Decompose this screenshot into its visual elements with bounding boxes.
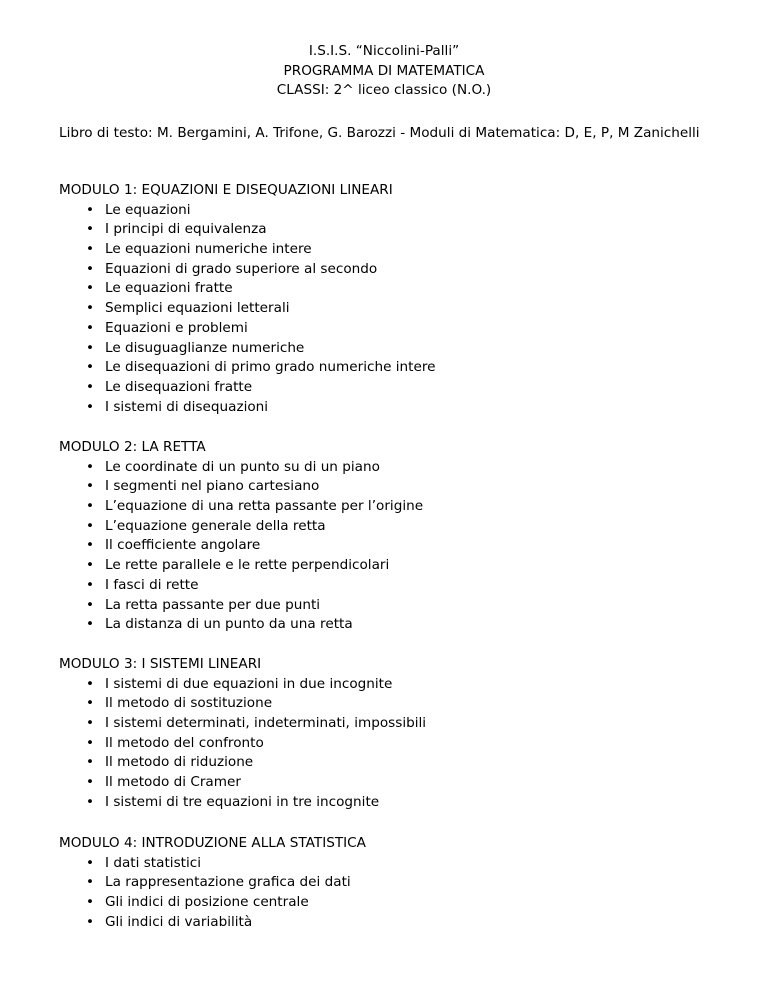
module-1 bbox=[59, 181, 719, 417]
bullet-icon: • bbox=[86, 774, 95, 791]
bullet-icon: • bbox=[86, 695, 95, 712]
bullet-icon: • bbox=[86, 537, 95, 554]
bullet-icon: • bbox=[86, 557, 95, 574]
list-item: • Semplici equazioni letterali bbox=[59, 299, 719, 319]
bullet-icon: • bbox=[86, 241, 95, 258]
bullet-icon: • bbox=[86, 300, 95, 317]
school-name: I.S.I.S. “Niccolini-Palli” bbox=[308, 43, 460, 59]
list-item: • Le disuguaglianze numeriche bbox=[59, 339, 719, 359]
bullet-icon: • bbox=[86, 715, 95, 732]
list-item: • I sistemi di disequazioni bbox=[59, 398, 719, 418]
module-2 bbox=[59, 438, 719, 635]
list-item: • Il coefficiente angolare bbox=[59, 536, 719, 556]
list-item: • Le coordinate di un punto su di un piano bbox=[59, 458, 719, 478]
module-4 bbox=[59, 834, 719, 932]
list-item: • Le disequazioni fratte bbox=[59, 378, 719, 398]
list-item: • Le equazioni fratte bbox=[59, 279, 719, 299]
bullet-icon: • bbox=[86, 616, 95, 633]
list-item: • Equazioni e problemi bbox=[59, 319, 719, 339]
bullet-icon: • bbox=[86, 221, 95, 238]
list-item: • I dati statistici bbox=[59, 854, 719, 874]
list-item: • I segmenti nel piano cartesiano bbox=[59, 477, 719, 497]
bullet-icon: • bbox=[86, 339, 95, 356]
list-item: • I principi di equivalenza bbox=[59, 220, 719, 240]
bullet-icon: • bbox=[86, 874, 95, 891]
list-item: • I fasci di rette bbox=[59, 576, 719, 596]
list-item: • Il metodo di sostituzione bbox=[59, 694, 719, 714]
bullet-icon: • bbox=[86, 478, 95, 495]
bullet-icon: • bbox=[86, 675, 95, 692]
textbook-reference: Libro di testo: M. Bergamini, A. Trifone, G. Barozzi - Moduli di Matematica: D, E, P, M Zanichelli bbox=[59, 125, 700, 141]
bullet-icon: • bbox=[86, 754, 95, 771]
list-item: • Le equazioni numeriche intere bbox=[59, 240, 719, 260]
list-item: • Il metodo del confronto bbox=[59, 734, 719, 754]
list-item: • L’equazione di una retta passante per l’origine bbox=[59, 497, 719, 517]
bullet-icon: • bbox=[86, 498, 95, 515]
module-3 bbox=[59, 655, 719, 813]
bullet-icon: • bbox=[86, 596, 95, 613]
module-title: MODULO 3: I SISTEMI LINEARI bbox=[59, 656, 262, 672]
module-title: MODULO 4: INTRODUZIONE ALLA STATISTICA bbox=[59, 835, 366, 851]
list-item: • I sistemi di tre equazioni in tre incognite bbox=[59, 793, 719, 813]
bullet-icon: • bbox=[86, 398, 95, 415]
bullet-icon: • bbox=[86, 894, 95, 911]
list-item: • La rappresentazione grafica dei dati bbox=[59, 873, 719, 893]
bullet-icon: • bbox=[86, 793, 95, 810]
module-topic-list bbox=[59, 675, 719, 813]
list-item: • Le rette parallele e le rette perpendicolari bbox=[59, 556, 719, 576]
classes-line: CLASSI: 2^ liceo classico (N.O.) bbox=[276, 82, 492, 99]
list-item: • Equazioni di grado superiore al secondo bbox=[59, 260, 719, 280]
bullet-icon: • bbox=[86, 517, 95, 534]
bullet-icon: • bbox=[86, 576, 95, 593]
bullet-icon: • bbox=[86, 260, 95, 277]
list-item: • Il metodo di Cramer bbox=[59, 773, 719, 793]
list-item: • Le equazioni bbox=[59, 201, 719, 221]
bullet-icon: • bbox=[86, 319, 95, 336]
module-topic-list bbox=[59, 458, 719, 635]
module-title: MODULO 1: EQUAZIONI E DISEQUAZIONI LINEARI bbox=[59, 182, 393, 198]
module-topic-list bbox=[59, 854, 719, 933]
bullet-icon: • bbox=[86, 734, 95, 751]
list-item: • I sistemi di due equazioni in due incognite bbox=[59, 675, 719, 695]
bullet-icon: • bbox=[86, 359, 95, 376]
module-title: MODULO 2: LA RETTA bbox=[59, 439, 206, 455]
bullet-icon: • bbox=[86, 201, 95, 218]
bullet-icon: • bbox=[86, 280, 95, 297]
bullet-icon: • bbox=[86, 913, 95, 930]
list-item: • Gli indici di variabilità bbox=[59, 913, 719, 933]
bullet-icon: • bbox=[86, 378, 95, 395]
document-header bbox=[0, 42, 768, 101]
list-item: • Il metodo di riduzione bbox=[59, 753, 719, 773]
list-item: • Gli indici di posizione centrale bbox=[59, 893, 719, 913]
list-item: • La distanza di un punto da una retta bbox=[59, 615, 719, 635]
list-item: • La retta passante per due punti bbox=[59, 596, 719, 616]
bullet-icon: • bbox=[86, 854, 95, 871]
bullet-icon: • bbox=[86, 458, 95, 475]
program-title: PROGRAMMA DI MATEMATICA bbox=[283, 62, 485, 79]
list-item: • L’equazione generale della retta bbox=[59, 517, 719, 537]
list-item: • I sistemi determinati, indeterminati, impossibili bbox=[59, 714, 719, 734]
module-topic-list bbox=[59, 201, 719, 418]
list-item: • Le disequazioni di primo grado numeriche intere bbox=[59, 358, 719, 378]
